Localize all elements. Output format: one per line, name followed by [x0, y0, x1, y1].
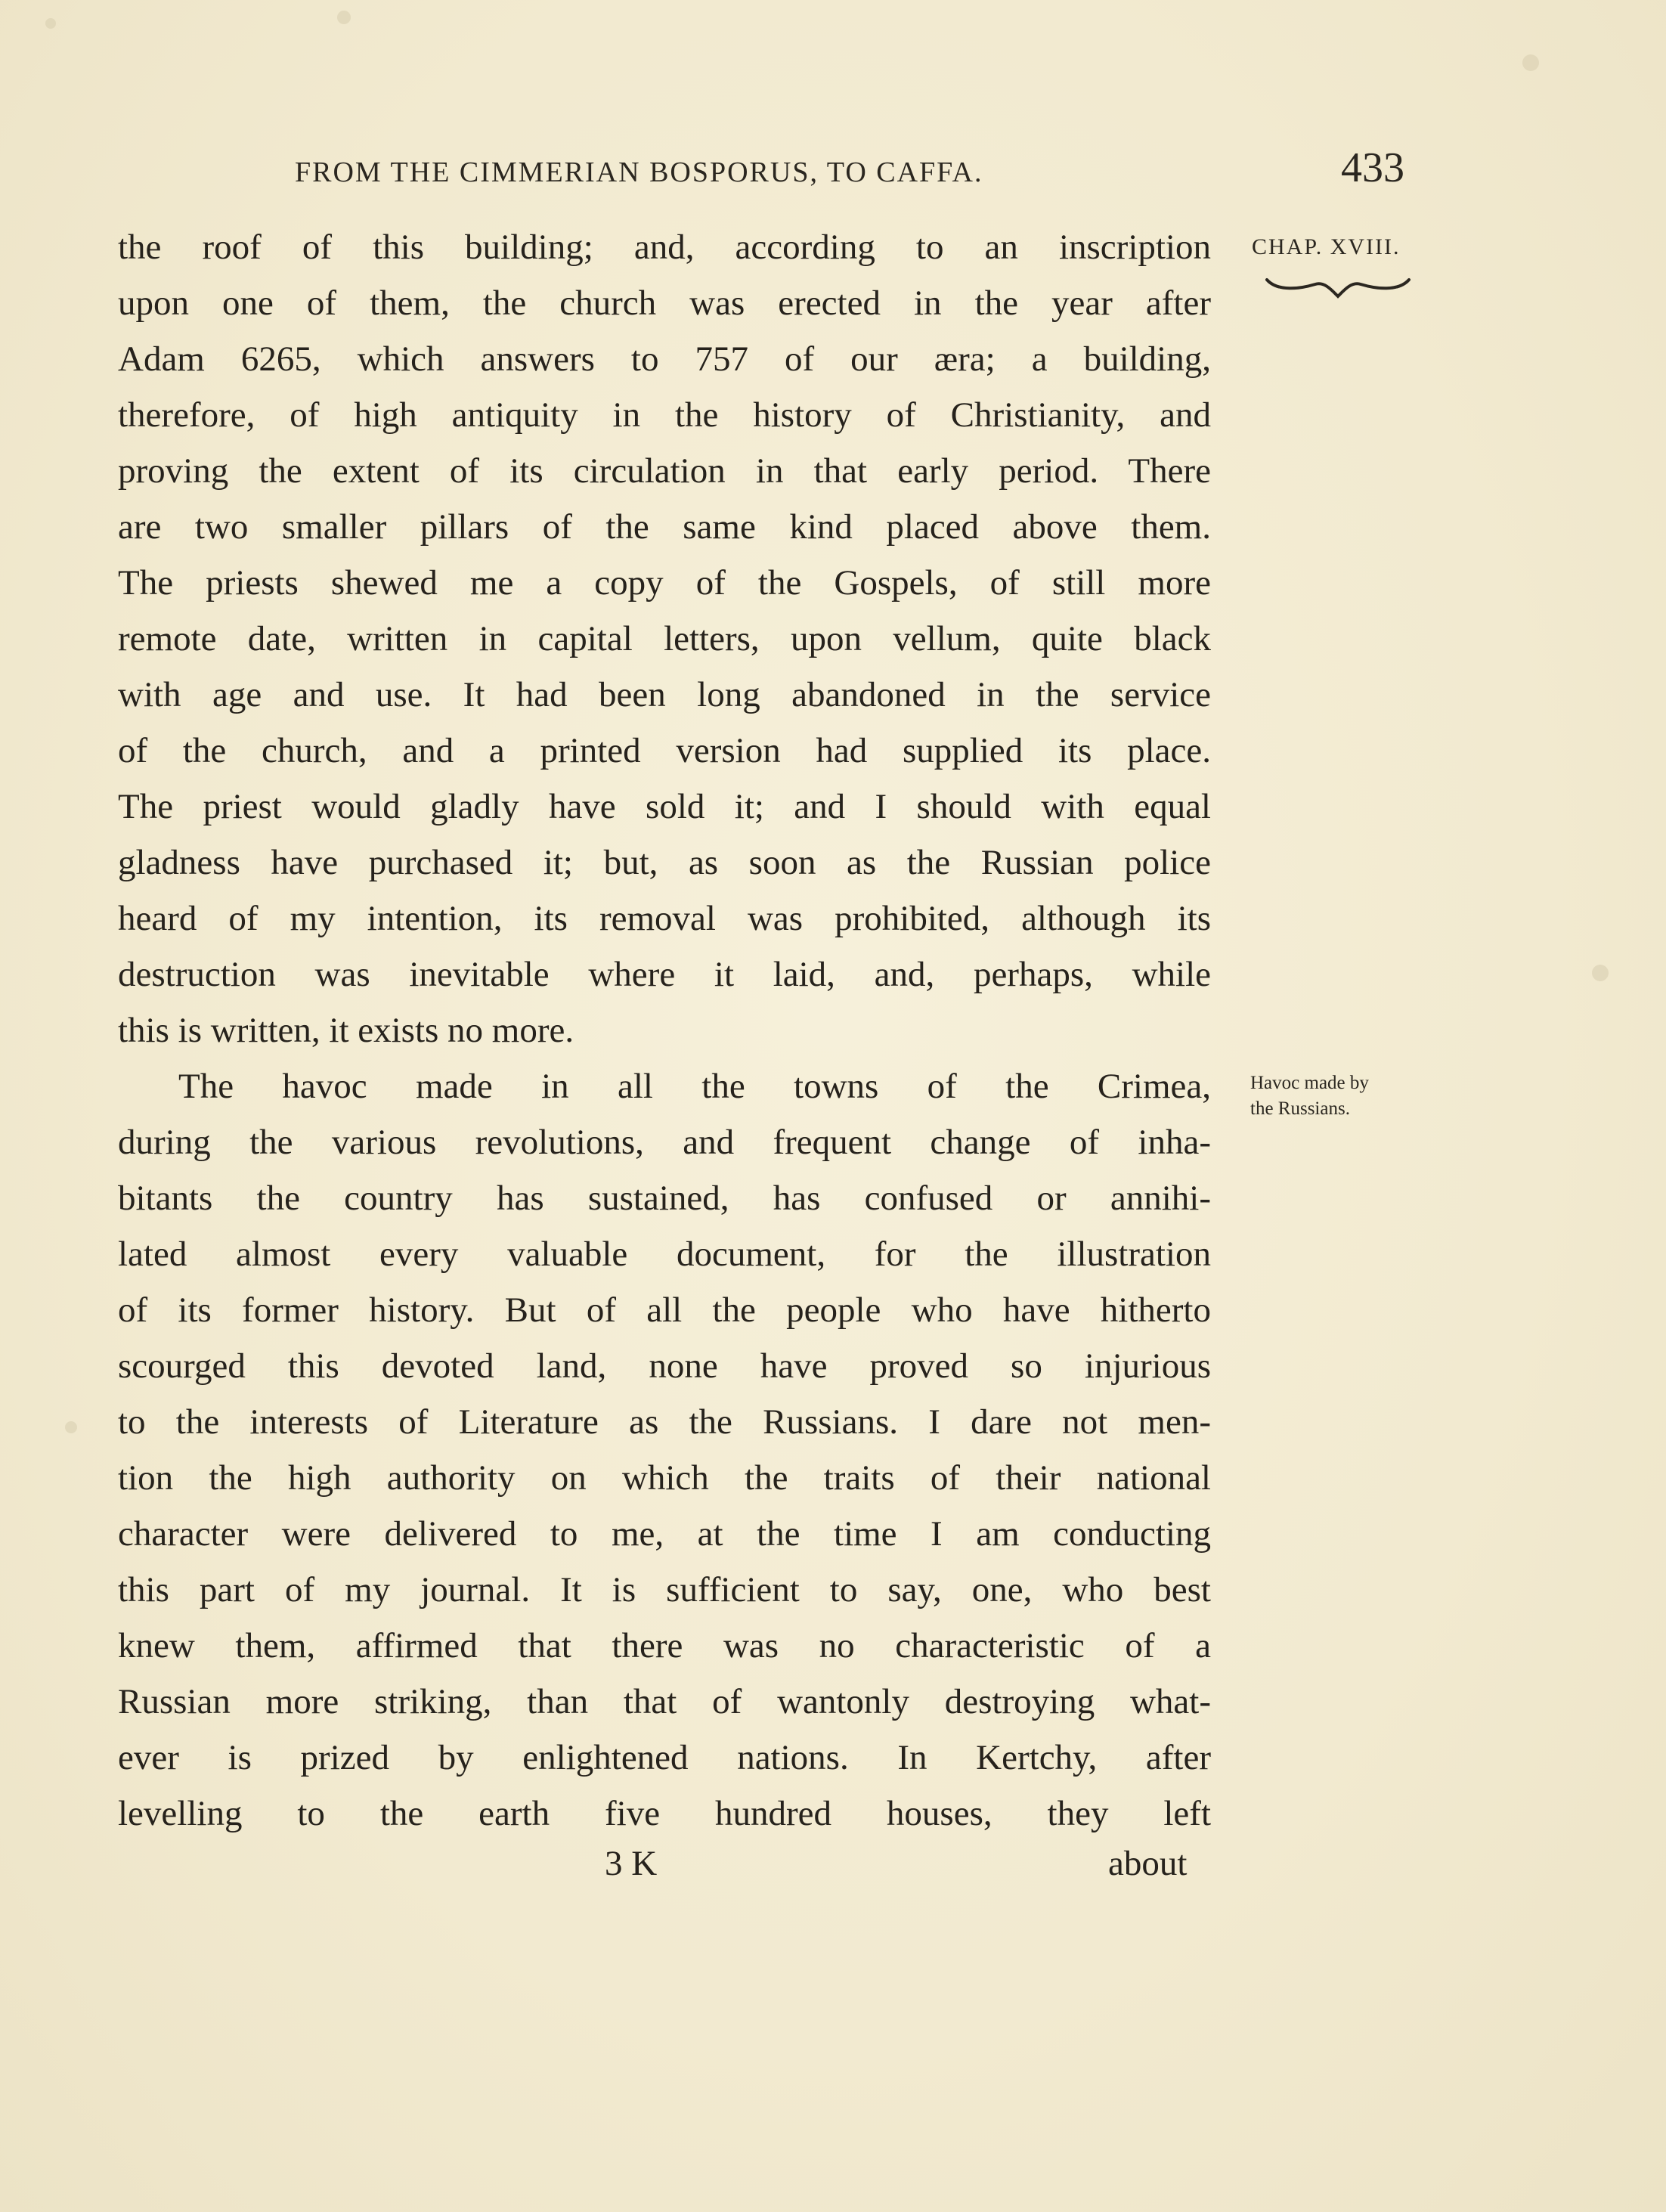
text-line: bitants the country has sustained, has confused or annihi- [118, 1179, 1211, 1218]
text-line: this is written, it exists no more. [118, 1011, 574, 1050]
text-line: of the church, and a printed version had supplied its place. [118, 731, 1211, 770]
text-line: Russian more striking, than that of wantonly destroying what- [118, 1682, 1211, 1721]
text-line: are two smaller pillars of the same kind placed above them. [118, 507, 1211, 547]
signature-mark: 3 K [605, 1844, 658, 1883]
paper-speck [1592, 965, 1609, 981]
text-line: remote date, written in capital letters, upon vellum, quite black [118, 619, 1211, 658]
paper-speck [65, 1421, 77, 1433]
text-line: lated almost every valuable document, for the illustration [118, 1235, 1211, 1274]
text-line: The priests shewed me a copy of the Gospels, of still more [118, 563, 1211, 603]
text-line: of its former history. But of all the people who have hitherto [118, 1290, 1211, 1330]
text-line: proving the extent of its circulation in that early period. There [118, 451, 1211, 491]
text-line: during the various revolutions, and frequent change of inha- [118, 1123, 1211, 1162]
text-line: ever is prized by enlightened nations. In Kertchy, after [118, 1738, 1211, 1777]
text-line: knew them, affirmed that there was no characteristic of a [118, 1626, 1211, 1665]
brace-flourish [1262, 274, 1414, 304]
text-line: with age and use. It had been long abandoned in the service [118, 675, 1211, 714]
text-line: upon one of them, the church was erected in the year after [118, 283, 1211, 323]
side-note [1250, 1070, 1432, 1122]
text-line: gladness have purchased it; but, as soon as the Russian police [118, 843, 1211, 882]
paper-speck [45, 18, 56, 29]
text-line: heard of my intention, its removal was prohibited, although its [118, 899, 1211, 938]
side-note-line: the Russians. [1250, 1098, 1350, 1119]
text-line: character were delivered to me, at the time I am conducting [118, 1514, 1211, 1554]
catchword: about [1108, 1844, 1188, 1883]
text-line: to the interests of Literature as the Russians. I dare not men- [118, 1402, 1211, 1442]
paper-speck [337, 11, 351, 24]
text-line: The priest would gladly have sold it; and I should with equal [118, 787, 1211, 826]
side-note-line: Havoc made by [1250, 1073, 1369, 1093]
text-line: The havoc made in all the towns of the Crimea, [178, 1067, 1211, 1106]
text-line: the roof of this building; and, according to an inscription [118, 228, 1211, 267]
running-title: FROM THE CIMMERIAN BOSPORUS, TO CAFFA. [295, 156, 983, 188]
paper-speck [1522, 54, 1539, 71]
text-line: Adam 6265, which answers to 757 of our æra; a building, [118, 339, 1211, 379]
text-line: tion the high authority on which the traits of their national [118, 1458, 1211, 1498]
text-line: levelling to the earth five hundred houses, they left [118, 1794, 1211, 1833]
text-line: destruction was inevitable where it laid, and, perhaps, while [118, 955, 1211, 994]
chapter-marker: CHAP. XVIII. [1252, 234, 1401, 259]
text-line: therefore, of high antiquity in the history of Christianity, and [118, 395, 1211, 435]
body-text [118, 219, 1211, 1842]
page-number: 433 [1341, 144, 1404, 191]
text-line: this part of my journal. It is sufficient to say, one, who best [118, 1570, 1211, 1609]
text-line: scourged this devoted land, none have proved so injurious [118, 1346, 1211, 1386]
